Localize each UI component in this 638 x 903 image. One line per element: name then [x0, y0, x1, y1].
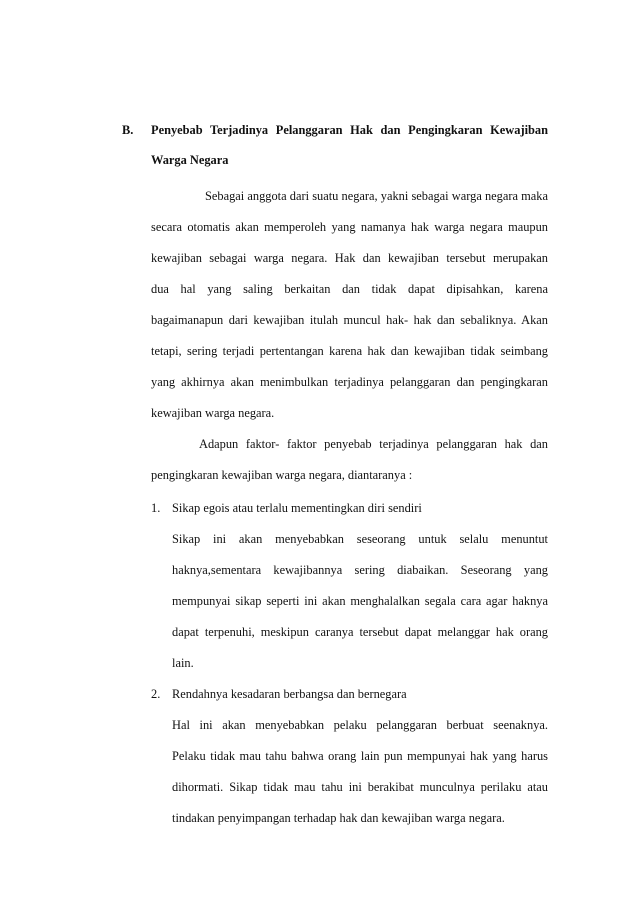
paragraph-line: dua hal yang saling berkaitan dan tidak dapat dipisahkan, karena [151, 282, 548, 296]
paragraph-line: Adapun faktor- faktor penyebab terjadinya pelanggaran hak dan [199, 437, 548, 451]
paragraph-line: Sebagai anggota dari suatu negara, yakni sebagai warga negara maka [205, 189, 548, 203]
paragraph-line: tetapi, sering terjadi pertentangan karena hak dan kewajiban tidak seimbang [151, 344, 548, 358]
list-number: 2. [151, 687, 161, 701]
paragraph-line: kewajiban sebagai warga negara. Hak dan kewajiban tersebut merupakan [151, 251, 548, 265]
list-line: Pelaku tidak mau tahu bahwa orang lain pun mempunyai hak yang harus [172, 749, 548, 763]
list-line: dihormati. Sikap tidak mau tahu ini berakibat munculnya perilaku atau [172, 780, 548, 794]
paragraph-line: secara otomatis akan memperoleh yang namanya hak warga negara maupun [151, 220, 548, 234]
paragraph-line: yang akhirnya akan menimbulkan terjadinya pelanggaran dan pengingkaran [151, 375, 548, 389]
list-line: lain. [172, 656, 194, 670]
list-line: Hal ini akan menyebabkan pelaku pelanggaran berbuat seenaknya. [172, 718, 548, 732]
paragraph-line: pengingkaran kewajiban warga negara, diantaranya : [151, 468, 413, 482]
list-number: 1. [151, 501, 161, 515]
list-line: mempunyai sikap seperti ini akan menghalalkan segala cara agar haknya [172, 594, 548, 608]
list-line: tindakan penyimpangan terhadap hak dan kewajiban warga negara. [172, 811, 505, 825]
paragraph-line: kewajiban warga negara. [151, 406, 275, 420]
section-marker: B. [122, 123, 134, 137]
list-line: Sikap ini akan menyebabkan seseorang untuk selalu menuntut [172, 532, 548, 546]
list-line: haknya,sementara kewajibannya sering diabaikan. Seseorang yang [172, 563, 548, 577]
section-title-line1: Penyebab Terjadinya Pelanggaran Hak dan Pengingkaran Kewajiban [151, 123, 548, 137]
paragraph-line: bagaimanapun dari kewajiban itulah muncul hak- hak dan sebaliknya. Akan [151, 313, 548, 327]
list-line: dapat terpenuhi, meskipun caranya tersebut dapat melanggar hak orang [172, 625, 548, 639]
list-heading: Rendahnya kesadaran berbangsa dan bernegara [172, 687, 407, 701]
list-heading: Sikap egois atau terlalu mementingkan diri sendiri [172, 501, 422, 515]
section-title-line2: Warga Negara [151, 153, 229, 167]
